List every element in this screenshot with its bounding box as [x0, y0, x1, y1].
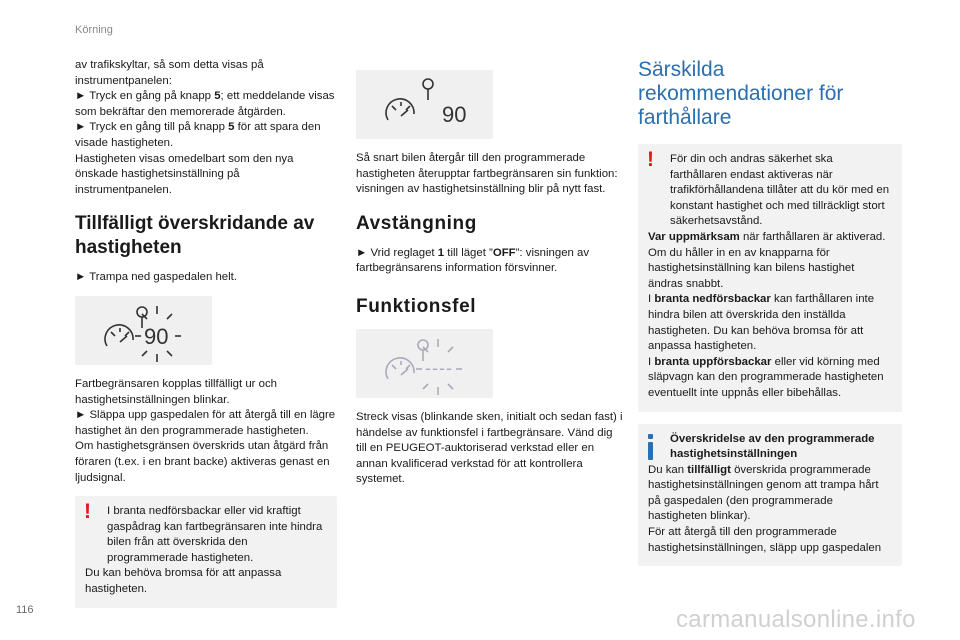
- warning-safety-text: För din och andras säkerhet ska farthållaren endast aktiveras när trafikförhållandena tillåter att du kör med en konstant hastighet och med tillräckligt stort säkerhetsavstånd.: [670, 153, 890, 228]
- warning-icon: !: [647, 148, 654, 171]
- speedometer-icon: [386, 358, 414, 379]
- figure-blinking-limit: [75, 296, 212, 365]
- step-press-again: ► Tryck en gång till på knapp 5 för att spara den visade hastigheten.: [75, 121, 321, 149]
- step-press-once: ► Tryck en gång på knapp 5; ett meddelande visas som bekräftar den memorerade åtgärden.: [75, 90, 335, 118]
- malfunction-text: Streck visas (blinkande sken, initialt och sedan fast) i händelse av funktionsfel i fartbegränsare. Vänd dig till en PEUGEOT-auktoriserad verkstad eller en annan kvalificerad verkstad för att kontrollera systemet.: [356, 410, 623, 486]
- info-icon: [648, 434, 653, 460]
- column-right: [638, 58, 902, 566]
- speedometer-icon: [386, 99, 414, 120]
- warning-downhill-text: I branta nedförsbackar kan farthållaren inte hindra bilen att överskrida den inställda hastigheten. Du kan behöva bromsa för att anpassa hastigheten.: [648, 293, 875, 353]
- warning-icon: !: [84, 500, 91, 524]
- figure-malfunction: [356, 329, 493, 398]
- heading-malfunction: Funktionsfel: [356, 295, 477, 317]
- heading-temporary-exceed: Tillfälligt överskridande av hastigheten: [75, 213, 315, 259]
- warning-box-cruise: [638, 144, 902, 412]
- resume-text: Så snart bilen återgår till den programmerade hastigheten återupptar fartbegränsaren sin funktion: visningen av hastighetsinställning blir på nytt fast.: [356, 152, 618, 196]
- heading-cruise-recommendations: Särskilda rekommendationer för farthållare: [638, 58, 844, 129]
- info-return-text: För att återgå till den programmerade hastighetsinställningen, släpp upp gaspedalen: [648, 526, 882, 554]
- column-left: [75, 58, 337, 608]
- intro-text: av trafikskyltar, så som detta visas på instrumentpanelen:: [75, 59, 264, 87]
- heading-switch-off: Avstängning: [356, 212, 477, 234]
- warning-text-brake: Du kan behöva bromsa för att anpassa hastigheten.: [85, 567, 282, 596]
- limiter-disengaged-text: Fartbegränsaren kopplas tillfälligt ur och hastighetsinställningen blinkar.: [75, 377, 277, 406]
- speed-value: 90: [144, 323, 169, 349]
- step-release-pedal: ► Släppa upp gaspedalen för att återgå till en lägre hastighet än den programmerade hastigheten.: [75, 409, 336, 437]
- info-exceed-text: Du kan tillfälligt överskrida programmerade hastighetsinställningen genom att trampa hårt på gaspedalen (den programmerade hastigheten blinkar).: [648, 463, 879, 523]
- speedometer-icon: [105, 325, 133, 346]
- warning-text: I branta nedförsbackar eller vid kraftigt gaspådrag kan fartbegränsaren inte hindra bilen från att överskrida den programmerade hastigheten.: [107, 505, 323, 564]
- info-box-exceed: [638, 424, 902, 567]
- info-title: Överskridelse av den programmerade hastighetsinställningen: [670, 432, 875, 461]
- dashes-display: ----: [425, 357, 453, 378]
- limiter-icon: [423, 79, 433, 100]
- warning-uphill-text: I branta uppförsbackar eller vid körning med släpvagn kan den programmerade hastigheten eventuellt inte uppnås eller bibehållas.: [648, 355, 884, 399]
- step-turn-off: ► Vrid reglaget 1 till läget ”OFF”: visningen av fartbegränsarens information försvinner.: [356, 246, 590, 275]
- page-number: 116: [16, 604, 34, 616]
- speed-shown-text: Hastigheten visas omedelbart som den nya önskade hastighetsinställning på instrumentpanelen.: [75, 152, 294, 196]
- watermark: carmanualsonline.info: [676, 606, 916, 633]
- step-press-pedal: ► Trampa ned gaspedalen helt.: [75, 271, 237, 284]
- section-header: Körning: [75, 24, 113, 36]
- figure-limit-fixed: [356, 70, 493, 139]
- speed-value: 90: [442, 102, 467, 127]
- warning-box-downhill: [75, 496, 337, 608]
- warning-attention-text: Var uppmärksam när farthållaren är aktiverad. Om du håller in en av knapparna för hastighetsinställning kan bilens hastighet ändras snabbt.: [648, 230, 886, 290]
- audible-signal-text: Om hastighetsgränsen överskrids utan åtgärd från föraren (t.ex. i en brant backe) aktiveras genast en ljudsignal.: [75, 440, 330, 484]
- column-middle: [356, 70, 624, 488]
